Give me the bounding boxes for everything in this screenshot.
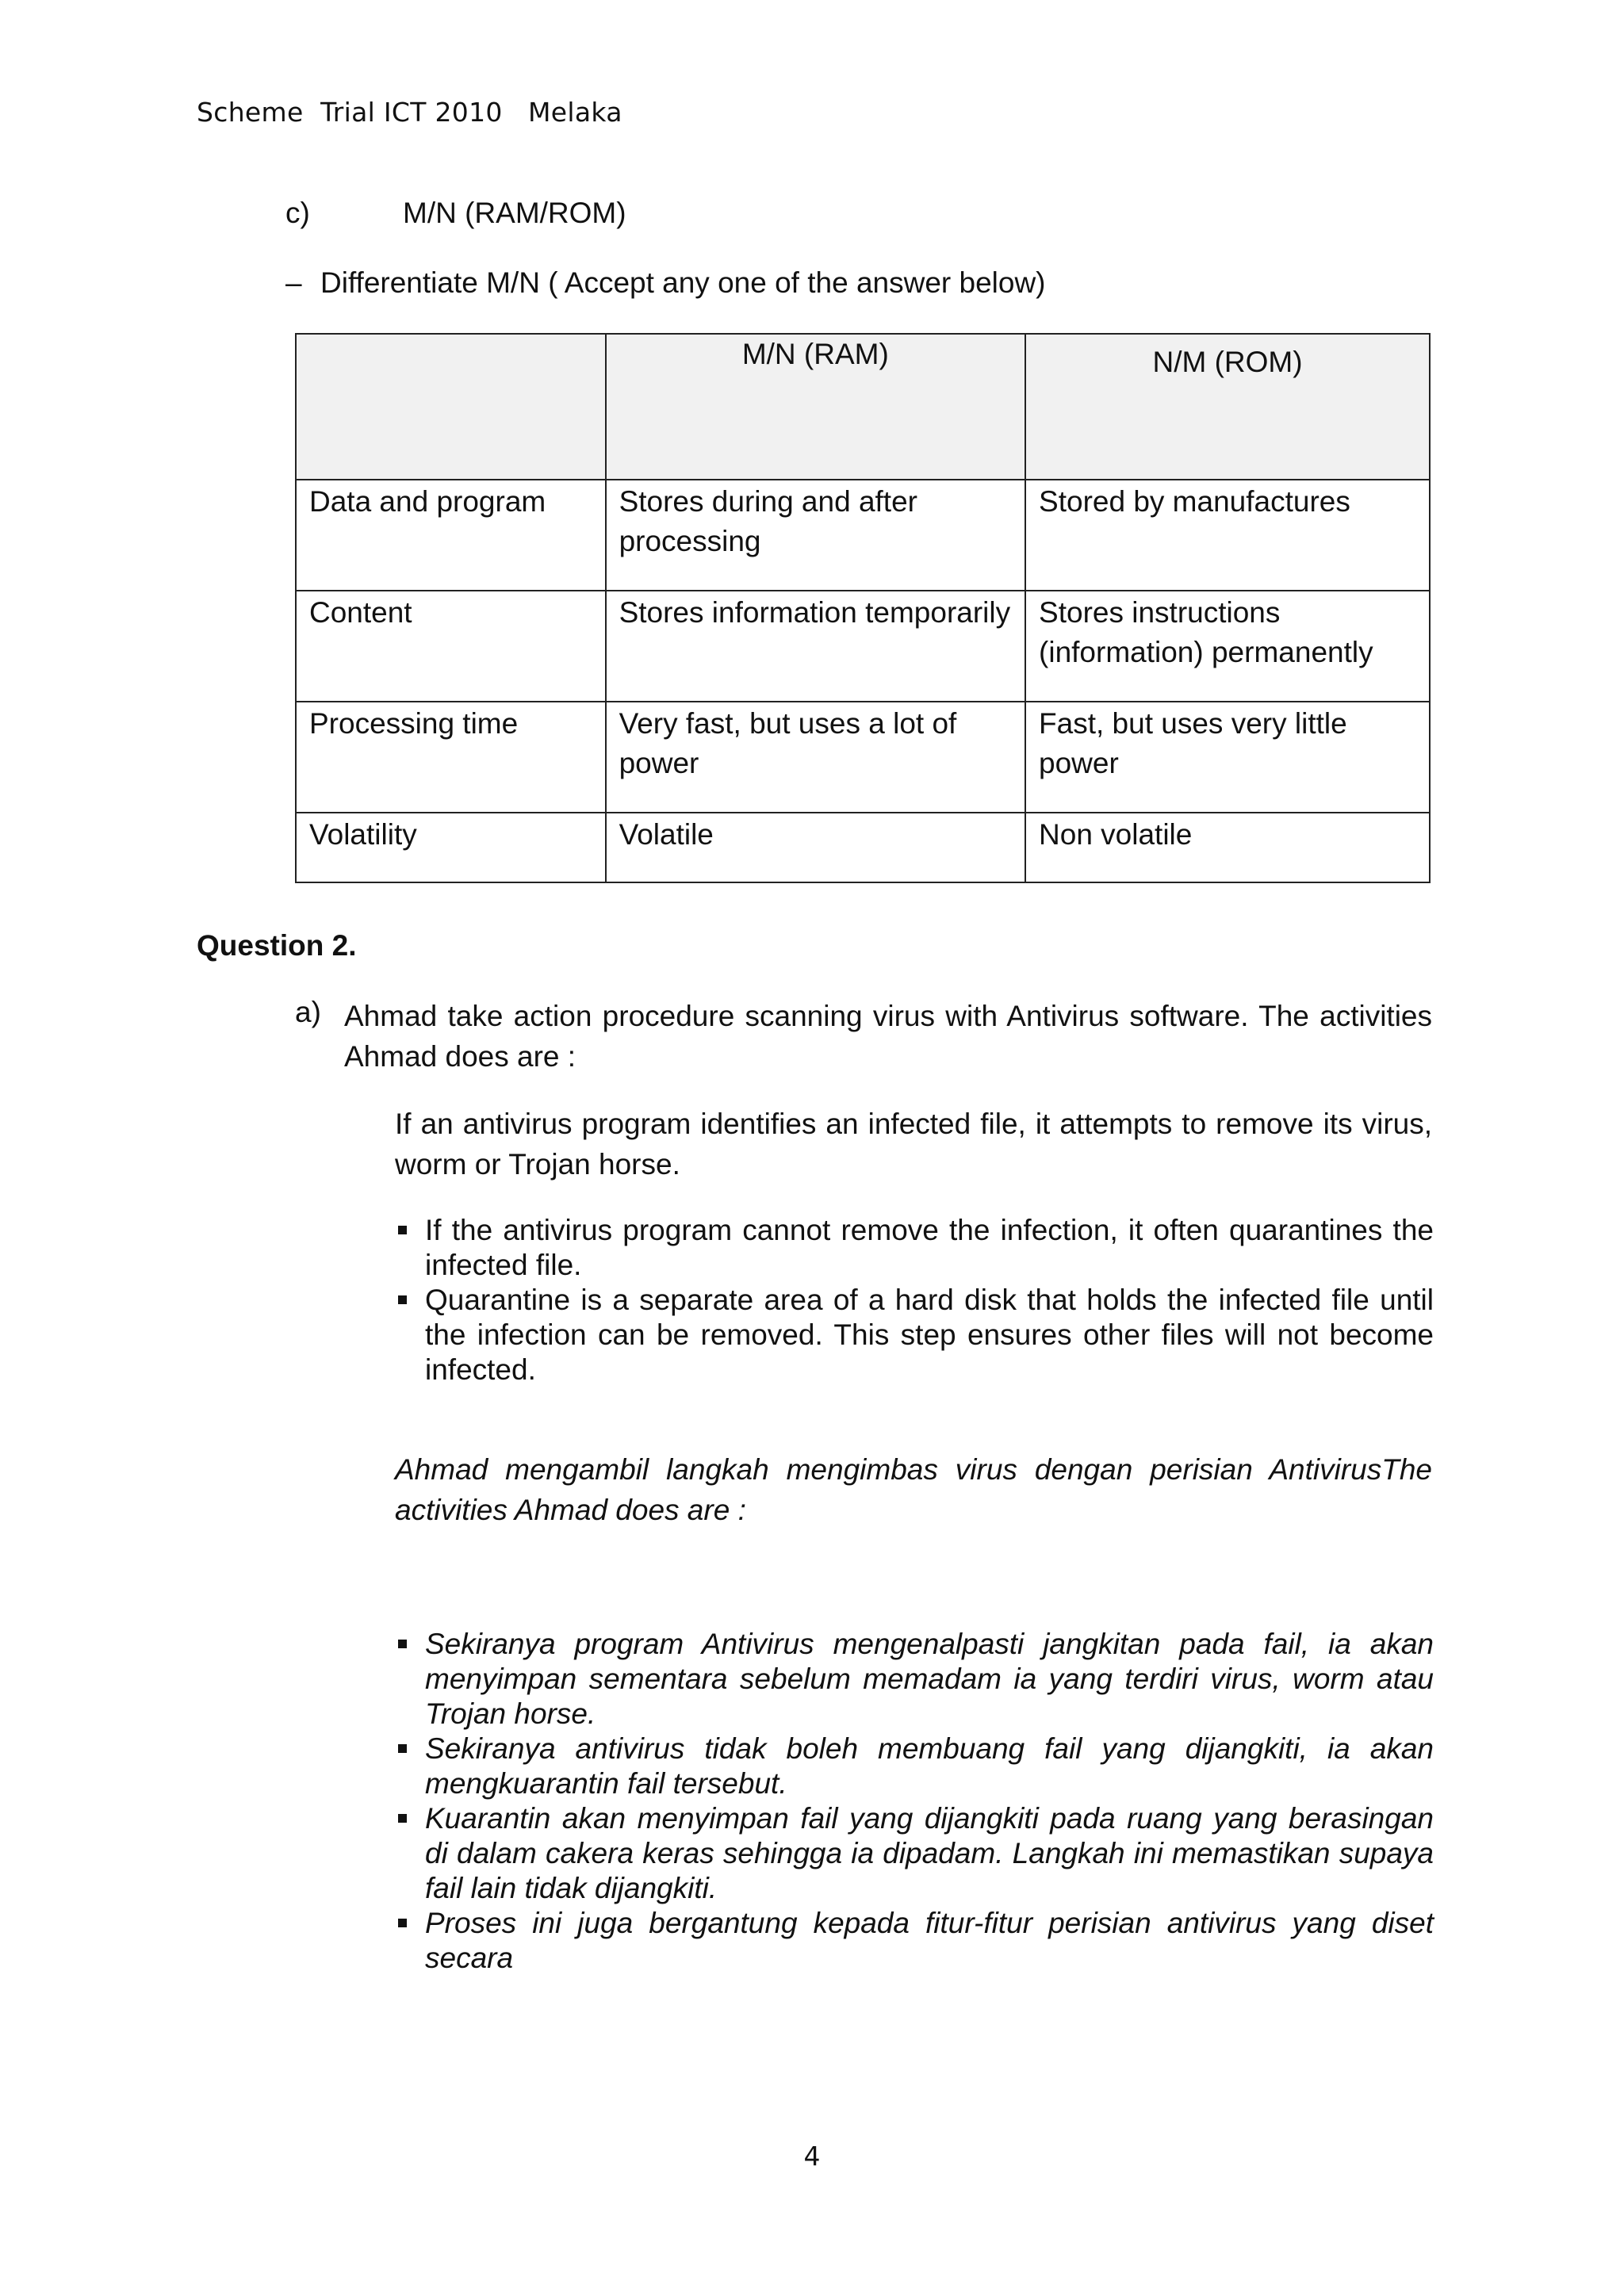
aspect-cell: Processing time xyxy=(296,702,606,813)
square-bullet-icon xyxy=(398,1814,407,1823)
table-row xyxy=(296,813,1430,882)
rom-cell: Stored by manufactures xyxy=(1025,480,1430,591)
list-item xyxy=(395,1732,1434,1801)
list-item-text: Sekiranya program Antivirus mengenalpasti jangkitan pada fail, ia akan menyimpan sementara sebelum memadam ia yang terdiri virus, worm atau Trojan horse. xyxy=(425,1628,1434,1730)
rom-cell: Stores instructions (information) permanently xyxy=(1025,591,1430,702)
list-item-text: Quarantine is a separate area of a hard disk that holds the infected file until the infection can be removed. This step ensures other files will not become infected. xyxy=(425,1284,1434,1386)
running-header: Scheme Trial ICT 2010 Melaka xyxy=(197,97,622,128)
list-item xyxy=(395,1213,1434,1283)
list-item xyxy=(395,1283,1434,1387)
square-bullet-icon xyxy=(398,1744,407,1753)
rom-cell: Non volatile xyxy=(1025,813,1430,882)
page-number: 4 xyxy=(803,2141,821,2172)
malay-answer-paragraph: Ahmad mengambil langkah mengimbas virus dengan perisian AntivirusThe activities Ahmad does are : xyxy=(395,1453,1432,1526)
ram-cell: Volatile xyxy=(606,813,1025,882)
list-item xyxy=(395,1801,1434,1906)
list-item xyxy=(395,1906,1434,1976)
dash-bullet: – xyxy=(285,266,302,299)
list-item-text: Sekiranya antivirus tidak boleh membuang fail yang dijangkiti, ia akan mengkuarantin fail tersebut. xyxy=(425,1732,1434,1800)
ram-cell: Stores information temporarily xyxy=(606,591,1025,702)
square-bullet-icon xyxy=(398,1226,407,1234)
instruction-text: Differentiate M/N ( Accept any one of the answer below) xyxy=(320,266,1046,299)
square-bullet-icon xyxy=(398,1640,407,1648)
list-item-text: Kuarantin akan menyimpan fail yang dijangkiti pada ruang yang berasingan di dalam cakera keras sehingga ia dipadam. Langkah ini memastikan supaya fail lain tidak dijangkiti. xyxy=(425,1802,1434,1904)
ram-cell: Very fast, but uses a lot of power xyxy=(606,702,1025,813)
english-bullet-list xyxy=(395,1213,1434,1387)
aspect-cell: Content xyxy=(296,591,606,702)
question-2a-label: a) xyxy=(295,996,321,1028)
aspect-cell: Volatility xyxy=(296,813,606,882)
part-c-label: c) xyxy=(285,197,310,229)
header-cell-blank xyxy=(296,334,606,480)
table-row xyxy=(296,480,1430,591)
english-answer-paragraph: If an antivirus program identifies an infected file, it attempts to remove its virus, worm or Trojan horse. xyxy=(395,1108,1432,1181)
differentiate-instruction xyxy=(285,266,1046,300)
ram-cell: Stores during and after processing xyxy=(606,480,1025,591)
rom-cell: Fast, but uses very little power xyxy=(1025,702,1430,813)
list-item xyxy=(395,1627,1434,1732)
header-cell-rom: N/M (ROM) xyxy=(1025,334,1430,480)
ram-rom-comparison-table xyxy=(295,333,1431,883)
part-c-title: M/N (RAM/ROM) xyxy=(403,197,626,229)
list-item-text: If the antivirus program cannot remove the infection, it often quarantines the infected file. xyxy=(425,1214,1434,1281)
malay-bullet-list xyxy=(395,1627,1434,1976)
square-bullet-icon xyxy=(398,1295,407,1304)
list-item-text: Proses ini juga bergantung kepada fitur-fitur perisian antivirus yang diset secara xyxy=(425,1907,1434,1974)
table-row xyxy=(296,591,1430,702)
square-bullet-icon xyxy=(398,1919,407,1927)
table-row xyxy=(296,702,1430,813)
aspect-cell: Data and program xyxy=(296,480,606,591)
question-2a-text: Ahmad take action procedure scanning virus with Antivirus software. The activities Ahmad does are : xyxy=(344,1000,1432,1073)
header-cell-ram: M/N (RAM) xyxy=(606,334,1025,480)
table-header-row xyxy=(296,334,1430,480)
question-2-heading: Question 2. xyxy=(197,929,357,962)
